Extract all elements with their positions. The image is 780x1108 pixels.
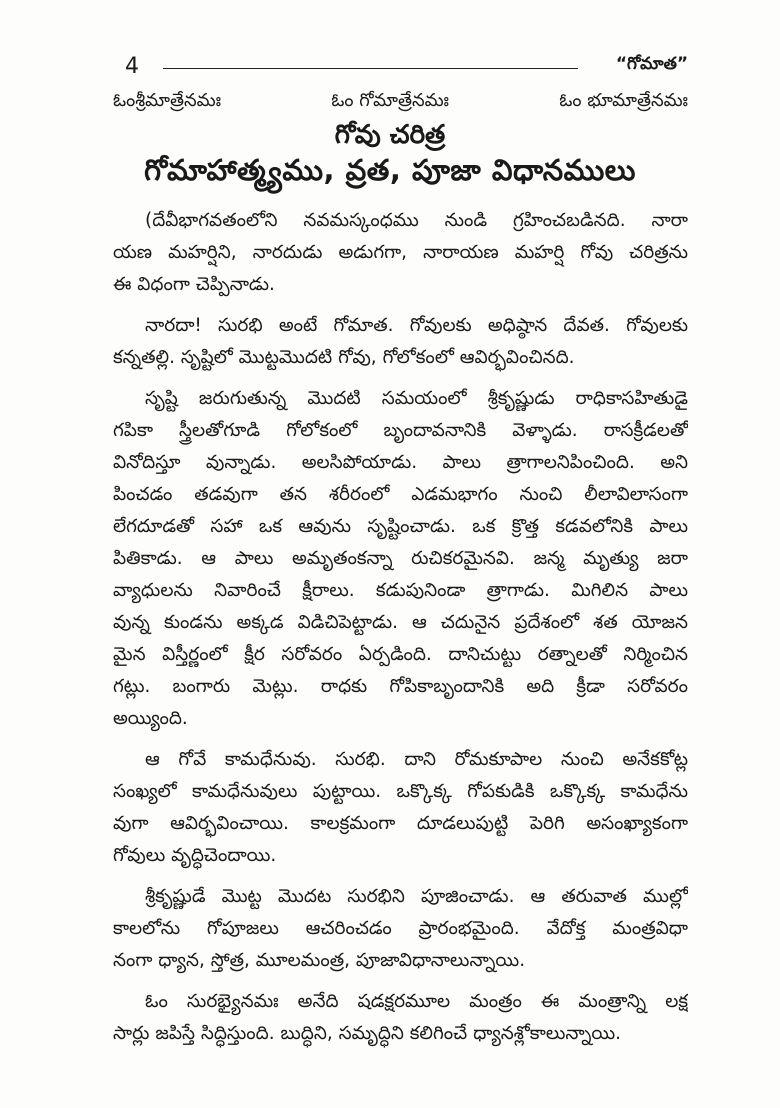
text-line: నారదా! సురభి అంటే గోమాత. గోవులకు అధిష్ఠాన దేవత. గోవులకు bbox=[145, 315, 688, 336]
paragraph bbox=[113, 881, 688, 977]
paragraph bbox=[113, 205, 688, 301]
text-line: లేగదూడతో సహా ఒక ఆవును సృష్టించాడు. ఒక క్రొత్త కడవలోనికి పాలు bbox=[113, 516, 688, 537]
paragraph bbox=[113, 310, 688, 374]
chapter-subtitle: గోమాహాత్మ్యము, వ్రత, పూజా విధానములు bbox=[144, 153, 636, 187]
text-line: ఓం సురభ్యైనమః అనేది షడక్షరమూల మంత్రం ఈ మంత్రాన్ని లక్ష bbox=[145, 991, 688, 1012]
paragraph bbox=[113, 744, 688, 872]
page-header bbox=[113, 52, 688, 82]
invocation: ఓం గోమాత్రేనమః bbox=[331, 90, 449, 111]
text-line: గట్లు. బంగారు మెట్లు. రాధకు గోపికాబృందానికి అది క్రీడా సరోవరం bbox=[113, 676, 688, 697]
text-line: కాలలోను గోపూజలు ఆచరించడం ప్రారంభమైంది. వేదోక్త మంత్రవిధా bbox=[113, 918, 688, 939]
text-line: కన్నతల్లి. సృష్టిలో మొట్టమొదటి గోవు, గోలోకంలో ఆవిర్భవించినది. bbox=[113, 347, 575, 368]
paragraph bbox=[113, 383, 688, 735]
header-rule bbox=[163, 68, 578, 69]
text-line: శ్రీకృష్ణుడే మొట్ట మొదట సురభిని పూజించాడు. ఆ తరువాత ముల్లో bbox=[145, 886, 688, 907]
invocation: ఓం భూమాత్రేనమః bbox=[559, 90, 688, 111]
text-line: గపికా స్త్రీలతోగూడి గోలోకంలో బృందావనానికి వెళ్ళాడు. రాసక్రీడలతో bbox=[113, 420, 688, 441]
invocation: ఓంశ్రీమాత్రేనమః bbox=[113, 90, 222, 111]
running-title: “గోమాత” bbox=[615, 54, 688, 74]
text-line: మైన విస్తీర్ణంలో క్షీర సరోవరం ఏర్పడింది. దానిచుట్టు రత్నాలతో నిర్మించిన bbox=[113, 644, 688, 665]
text-line: సంఖ్యలో కామధేనువులు పుట్టాయి. ఒక్కొక్క గోపకుడికి ఒక్కొక్క కామధేను bbox=[113, 781, 688, 802]
chapter-title: గోవు చరిత్ర bbox=[334, 120, 446, 150]
text-line: ఆ గోవే కామధేనువు. సురభి. దాని రోమకూపాల నుంచి అనేకకోట్ల bbox=[145, 749, 688, 770]
invocation-line bbox=[113, 90, 688, 115]
text-line: సార్లు జపిస్తే సిద్ధిస్తుంది. బుద్ధిని, సమృద్ధిని కలిగించే ధ్యానశ్లోకాలున్నాయి. bbox=[113, 1023, 622, 1044]
body-text bbox=[113, 205, 688, 1059]
text-line: గోవులు వృద్ధిచెందాయి. bbox=[113, 845, 277, 866]
text-line: వినోదిస్తూ వున్నాడు. అలసిపోయాడు. పాలు త్రాగాలనిపించింది. అని bbox=[113, 452, 688, 473]
page-number: 4 bbox=[125, 54, 139, 79]
text-line: వున్న కుండను అక్కడ విడిచిపెట్టాడు. ఆ చదునైన ప్రదేశంలో శత యోజన bbox=[113, 612, 688, 633]
text-line: నంగా ధ్యాన, స్తోత్ర, మూలమంత్ర, పూజావిధానాలున్నాయి. bbox=[113, 950, 526, 971]
text-line: వ్యాధులను నివారించే క్షీరాలు. కడుపునిండా త్రాగాడు. మిగిలిన పాలు bbox=[113, 580, 688, 601]
text-line: అయ్యింది. bbox=[113, 708, 188, 729]
text-line: ఈ విధంగా చెప్పినాడు. bbox=[113, 274, 275, 295]
text-line: సృష్టి జరుగుతున్న మొదటి సమయంలో శ్రీకృష్ణుడు రాధికాసహితుడై bbox=[145, 388, 688, 409]
text-line: యణ మహర్షిని, నారదుడు అడుగగా, నారాయణ మహర్షి గోవు చరిత్రను bbox=[113, 242, 688, 263]
text-line: వుగా ఆవిర్భవించాయి. కాలక్రమంగా దూడలుపుట్టి పెరిగి అసంఖ్యాకంగా bbox=[113, 813, 688, 834]
text-line: (దేవీభాగవతంలోని నవమస్కంధము నుండి గ్రహించబడినది. నారా bbox=[145, 210, 688, 231]
text-line: పితికాడు. ఆ పాలు అమృతంకన్నా రుచికరమైనవి. జన్మ మృత్యు జరా bbox=[113, 548, 688, 569]
text-line: పించడం తడవుగా తన శరీరంలో ఎడమభాగం నుంచి లీలావిలాసంగా bbox=[113, 484, 688, 505]
paragraph bbox=[113, 986, 688, 1050]
